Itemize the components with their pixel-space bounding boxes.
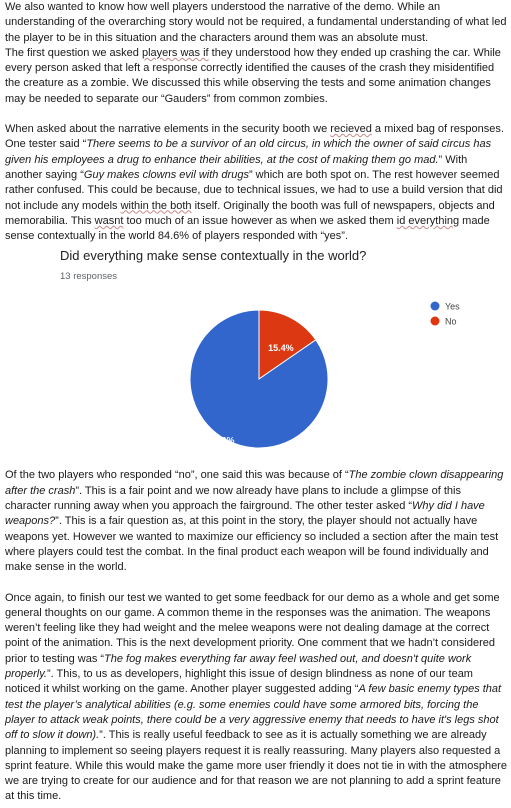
text-run: ” which are both spot on. The rest however seemed rather confused. This could be because, due to technical issues, we had to use a build version that did not include any models [5,168,503,212]
text-run: We also wanted to know how well players understood the narrative of the demo. While an understanding of the overarching story would not be required, a fundamental understanding of what led the player to be in this situation and the characters around them was an absolute must. [5,1,507,44]
text-run: they understood how they ended up crashing the car. While every person asked that left a response correctly identified the causes of the crash they misidentified the creature as a zombie. We discussed this while observing the tests and some animation changes may be needed to separate our “Gauders” from common zombies. [5,46,501,105]
legend-swatch-no [431,317,440,326]
quote-text: The zombie clown disappearing after the crash [5,469,504,497]
text-run: ”. This, to us as developers, highlight this issue of design blindness as none of our team noticed it whilst working on the game. Another player suggested adding “ [5,668,473,696]
text-run: itself. Originally the booth was full of newspapers, objects and memorabilia. This [5,199,495,227]
slice-label-no: 15.4% [268,343,294,354]
text-run: ”. This is really useful feedback to see as it is actually something we are already planning to implement so seeing players request it is really reassuring. Many players also requested a sprint feature. While this would make the game more user friendly it does not tie in with the atmosphere we are trying to create for our audience and for that reason we are not planning to add a sprint feature at this time. [5,729,507,803]
paragraph-no-responses [5,468,507,575]
paragraph-security-booth [5,122,507,244]
text-run: ”. This is a fair point and we now already have plans to include a glimpse of this character running away when you approach the fairground. The other tester asked “ [5,484,461,513]
slice-label-yes: 84.6% [208,436,235,447]
legend-label-yes: Yes [445,301,460,312]
legend-label-no: No [445,316,457,327]
legend-swatch-yes [431,302,440,311]
quote-text: There seems to be a survivor of an old circus, in which the owner of said circus has given his employees a drug to enhance their abilities, at the cost of making them go mad. [5,138,492,166]
text-run: Once again, to finish our test we wanted to get some feedback for our demo as a whole and get some general thoughts on our game. A common theme in the responses was the animation. The weapons weren’t feeling like they had weight and the melee weapons were not dealing damage at the correct point of the animation. This is the next development priority. One comment that we hadn’t considered prior to testing was “ [5,591,500,665]
quote-text: Why did I have weapons? [5,500,485,528]
pie-chart [5,246,507,468]
paragraph-general-feedback [5,591,507,805]
spellcheck-word: id everything [396,214,460,227]
chart-response-count: 13 responses [60,271,118,283]
text-run: ” With another saying “ [5,153,468,181]
spellcheck-word: recieved [330,123,372,136]
quote-text: The fog makes everything far away feel washed out, and doesn't quite work properly. [5,652,472,681]
text-run: too much of an issue however as when we asked them [123,214,397,227]
survey-chart [5,246,507,468]
quote-text: Guy makes clowns evil with drugs [83,168,249,181]
chart-title: Did everything make sense contextually in the world? [60,248,367,264]
paragraph-crash-question [5,46,507,107]
paragraph-narrative-intro [5,0,507,46]
text-run: Of the two players who responded “no”, one said this was because of “ [5,469,349,482]
text-run: When asked about the narrative elements in the security booth we [5,123,331,136]
quote-text: A few basic enemy types that test the player’s analytical abilities (e.g. some enemies could have some armored bits, forcing the player to attack weak points, there could be a very aggressive enemy that needs to have it's legs shot off to slow it down). [5,683,502,742]
text-run: made sense contextually in the world 84.6% of players responded with “yes”. [5,214,490,243]
spellcheck-word: players was if [141,46,209,59]
document-body [5,0,507,805]
text-run: a mixed bag of responses. One tester said “ [5,123,504,151]
spellcheck-word: wasnt [94,214,124,227]
text-run: The first question we asked [5,46,142,59]
text-run: ”. This is a fair question as, at this point in the story, the player should not actually have weapons yet. However we wanted to maximize our efficiency so included a section after the main test where players could test the combat. In the final product each weapon will be found individually and make sense in the world. [5,515,499,574]
spellcheck-word: within the both [120,199,192,212]
